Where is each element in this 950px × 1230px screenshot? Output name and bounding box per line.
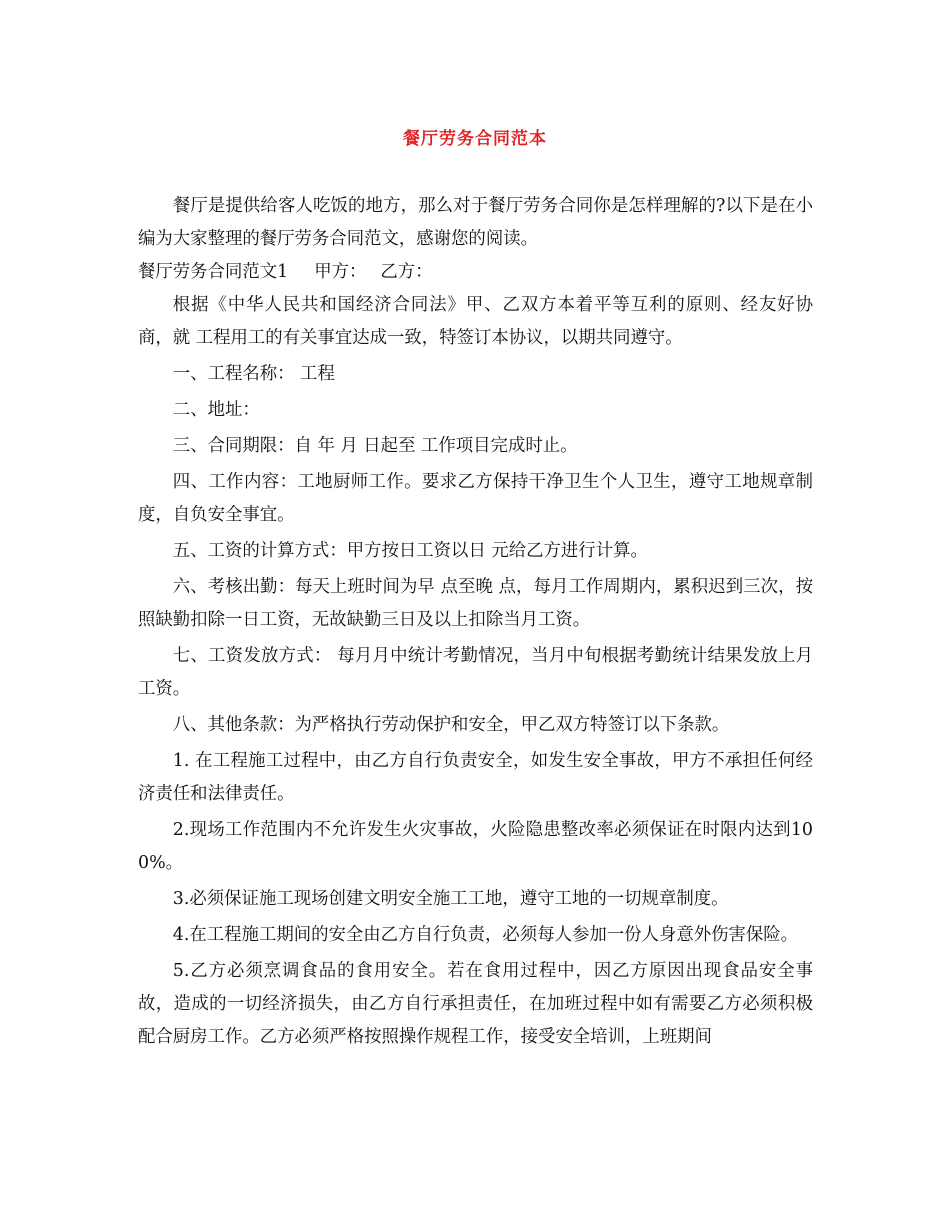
clause-5: 五、工资的计算方式：甲方按日工资以日 元给乙方进行计算。 [172, 541, 648, 561]
party-a-label: 甲方： [314, 262, 367, 282]
subclause-4: 4.在工程施工期间的安全由乙方自行负责，必须每人参加一份人身意外伤害保险。 [172, 925, 799, 945]
subclause-1: 1. 在工程施工过程中，由乙方自行负责安全，如发生安全事故，甲方不承担任何经济责任和法律责任。 [138, 751, 813, 804]
document-body [138, 190, 813, 1054]
clause-8: 八、其他条款：为严格执行劳动保护和安全，甲乙双方特签订以下条款。 [172, 715, 730, 735]
document-title: 餐厅劳务合同范本 [403, 129, 547, 149]
clause-1: 一、工程名称： 工程 [172, 364, 335, 384]
subclause-5: 5.乙方必须烹调食品的食用安全。若在食用过程中，因乙方原因出现食品安全事故，造成的一切经济损失，由乙方自行承担责任，在加班过程中如有需要乙方必须积极配合厨房工作。乙方必须严格按照操作规程工作，接受安全培训，上班期间 [138, 961, 813, 1047]
subclause-2: 2.现场工作范围内不允许发生火灾事故，火险隐患整改率必须保证在时限内达到100%。 [138, 820, 813, 873]
sample-name: 餐厅劳务合同范文1 [138, 262, 289, 282]
clause-4: 四、工作内容：工地厨师工作。要求乙方保持干净卫生个人卫生，遵守工地规章制度，自负安全事宜。 [138, 472, 813, 525]
preamble-paragraph: 根据《中华人民共和国经济合同法》甲、乙双方本着平等互利的原则、经友好协商，就 工程用工的有关事宜达成一致，特签订本协议，以期共同遵守。 [138, 295, 813, 348]
party-b-label: 乙方： [380, 262, 433, 282]
subclause-3: 3.必须保证施工现场创建文明安全施工工地，遵守工地的一切规章制度。 [172, 889, 729, 909]
sample-heading [138, 256, 813, 289]
clause-3: 三、合同期限：自 年 月 日起至 工作项目完成时止。 [172, 436, 578, 456]
clause-6: 六、考核出勤：每天上班时间为早 点至晚 点，每月工作周期内，累积迟到三次，按照缺勤扣除一日工资，无故缺勤三日及以上扣除当月工资。 [138, 577, 813, 630]
clause-7: 七、工资发放方式： 每月月中统计考勤情况，当月中旬根据考勤统计结果发放上月工资。 [138, 646, 813, 699]
clause-2: 二、地址： [172, 400, 260, 420]
intro-paragraph: 餐厅是提供给客人吃饭的地方，那么对于餐厅劳务合同你是怎样理解的?以下是在小编为大家整理的餐厅劳务合同范文，感谢您的阅读。 [138, 196, 813, 249]
